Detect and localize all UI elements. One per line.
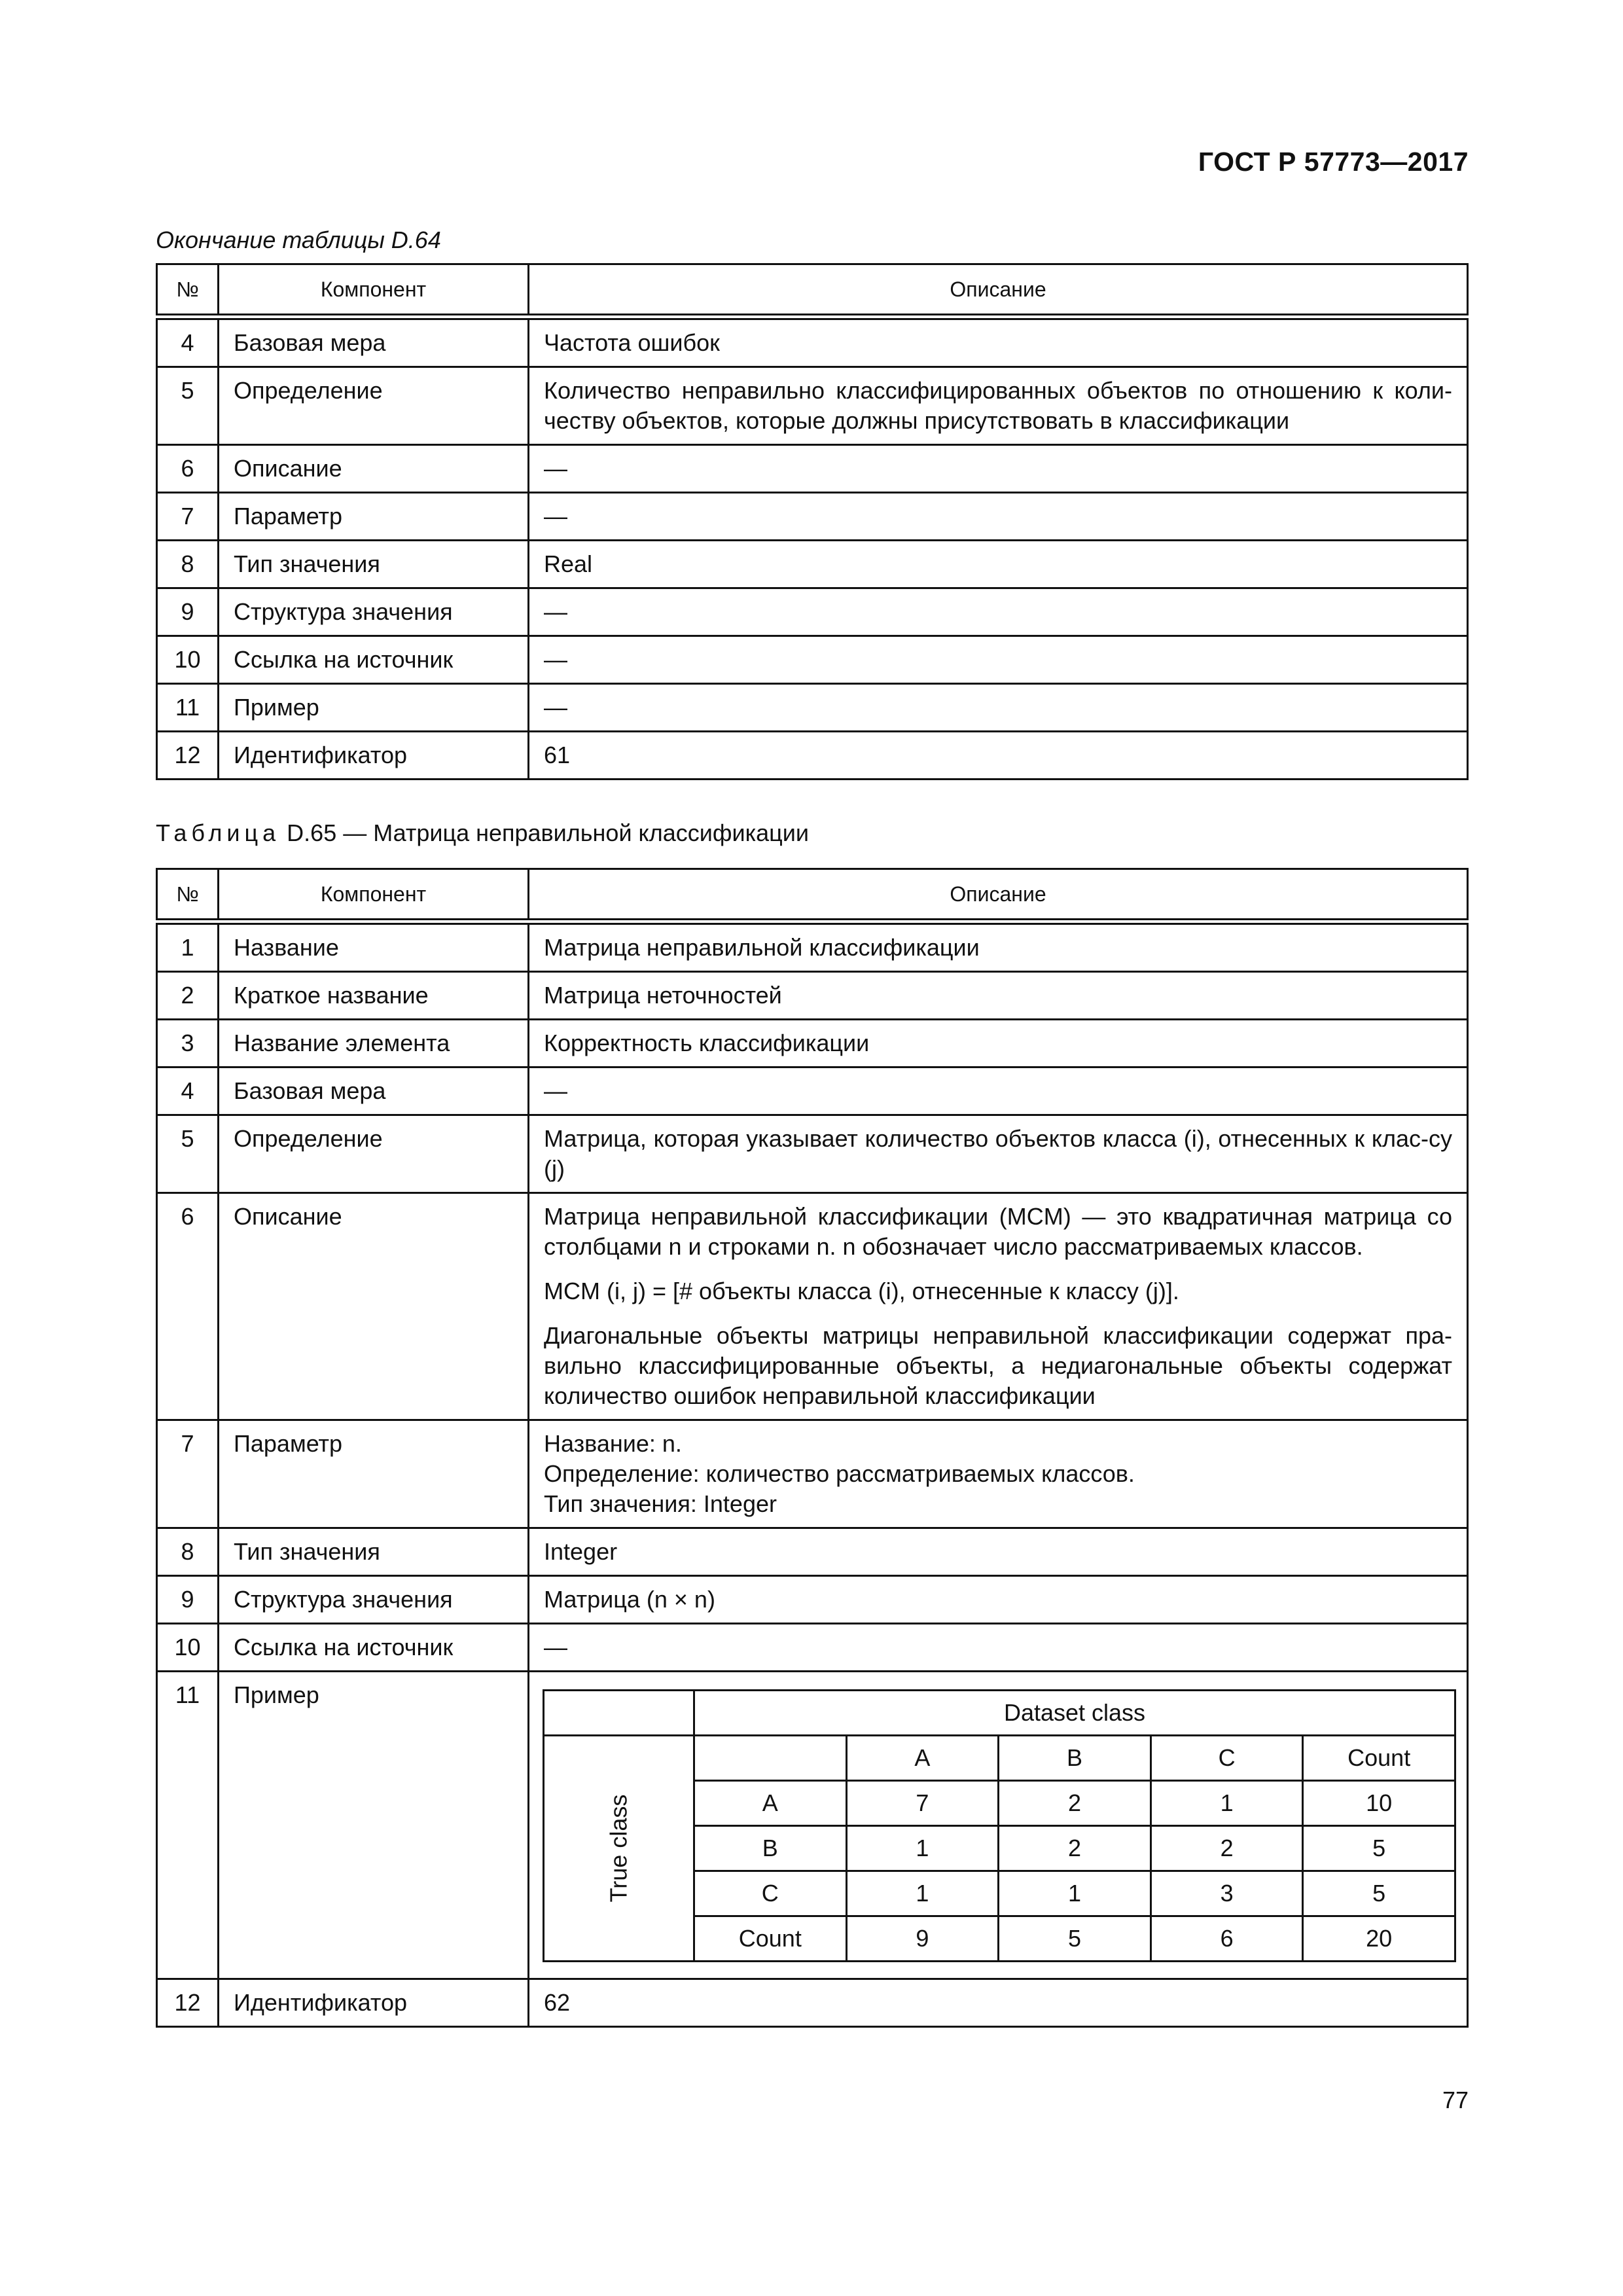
- table-row: [157, 1528, 1468, 1576]
- table-row: [157, 1067, 1468, 1115]
- true-class-label: True class: [605, 1794, 632, 1903]
- matrix-row-label: Count: [694, 1916, 847, 1962]
- parameter-name: Название: n.: [544, 1430, 682, 1457]
- matrix-cell: 9: [846, 1916, 999, 1962]
- row-description: Real: [529, 541, 1468, 588]
- matrix-cell: 3: [1150, 1871, 1303, 1916]
- matrix-cell: 5: [1303, 1871, 1455, 1916]
- row-num: 6: [157, 1193, 219, 1420]
- row-description: —: [529, 1624, 1468, 1672]
- row-component: Краткое название: [219, 972, 529, 1020]
- row-component: Ссылка на источник: [219, 1624, 529, 1672]
- row-description: —: [529, 445, 1468, 493]
- matrix-column-group-label: Dataset class: [694, 1691, 1455, 1736]
- row-description: 61: [529, 732, 1468, 780]
- row-num: 10: [157, 636, 219, 684]
- column-header-num: №: [157, 869, 219, 922]
- row-num: 9: [157, 1576, 219, 1624]
- row-num: 7: [157, 1420, 219, 1528]
- table-row: [157, 1672, 1468, 1979]
- matrix-cell: 7: [846, 1781, 999, 1826]
- matrix-header-blank: [694, 1736, 847, 1781]
- matrix-cell: 2: [999, 1781, 1151, 1826]
- row-component: Базовая мера: [219, 1067, 529, 1115]
- matrix-cell: 1: [846, 1826, 999, 1871]
- row-description: —: [529, 588, 1468, 636]
- page-number: 77: [1442, 2087, 1469, 2113]
- matrix-column-header: C: [1150, 1736, 1303, 1781]
- row-description: Integer: [529, 1528, 1468, 1576]
- caption-text: D.65 — Матрица неправильной классификации: [287, 819, 809, 846]
- row-num: 2: [157, 972, 219, 1020]
- parameter-type: Тип значения: Integer: [544, 1490, 777, 1517]
- matrix-cell: 2: [999, 1826, 1151, 1871]
- column-header-description: Описание: [529, 869, 1468, 922]
- table-row: [157, 317, 1468, 367]
- matrix-cell: 6: [1150, 1916, 1303, 1962]
- table-header-row: [157, 264, 1468, 317]
- table-d64: [156, 263, 1469, 780]
- row-num: 9: [157, 588, 219, 636]
- row-component: Пример: [219, 684, 529, 732]
- row-component: Идентификатор: [219, 1979, 529, 2027]
- table-row: [157, 445, 1468, 493]
- table-row: [157, 367, 1468, 445]
- table-d65: [156, 868, 1469, 2028]
- row-description: [529, 1420, 1468, 1528]
- table-row: [157, 1115, 1468, 1193]
- row-num: 3: [157, 1020, 219, 1067]
- row-num: 8: [157, 1528, 219, 1576]
- table-d64-caption: Окончание таблицы D.64: [156, 226, 441, 253]
- table-row: [157, 1020, 1468, 1067]
- row-component: Базовая мера: [219, 317, 529, 367]
- matrix-cell: 5: [1303, 1826, 1455, 1871]
- row-description: —: [529, 493, 1468, 541]
- row-num: 6: [157, 445, 219, 493]
- matrix-row-label: B: [694, 1826, 847, 1871]
- table-row: [157, 588, 1468, 636]
- matrix-corner-cell: [544, 1691, 694, 1736]
- row-description: Матрица неточностей: [529, 972, 1468, 1020]
- row-component: Описание: [219, 1193, 529, 1420]
- row-num: 5: [157, 1115, 219, 1193]
- table-row: [157, 684, 1468, 732]
- row-description: Матрица (n × n): [529, 1576, 1468, 1624]
- row-description: Количество неправильно классифицированных объектов по отношению к коли-честву объектов, которые должны присутствовать в классификации: [529, 367, 1468, 445]
- table-row: [157, 1193, 1468, 1420]
- row-component: Параметр: [219, 1420, 529, 1528]
- row-component: Параметр: [219, 493, 529, 541]
- row-component: Идентификатор: [219, 732, 529, 780]
- row-num: 4: [157, 317, 219, 367]
- row-description: Частота ошибок: [529, 317, 1468, 367]
- row-description: [529, 1672, 1468, 1979]
- table-row: [157, 1576, 1468, 1624]
- matrix-cell: 2: [1150, 1826, 1303, 1871]
- matrix-column-header: B: [999, 1736, 1151, 1781]
- description-formula: MCM (i, j) = [# объекты класса (i), отнесенные к классу (j)].: [544, 1278, 1179, 1304]
- parameter-definition: Определение: количество рассматриваемых классов.: [544, 1460, 1135, 1487]
- table-row: [157, 972, 1468, 1020]
- row-component: Тип значения: [219, 1528, 529, 1576]
- matrix-cell: 1: [999, 1871, 1151, 1916]
- row-component: Пример: [219, 1672, 529, 1979]
- matrix-row-label: A: [694, 1781, 847, 1826]
- matrix-cell: 10: [1303, 1781, 1455, 1826]
- table-d65-caption: [156, 819, 809, 847]
- row-description: [529, 1193, 1468, 1420]
- table-row: [157, 1979, 1468, 2027]
- row-component: Название: [219, 922, 529, 972]
- matrix-cell: 20: [1303, 1916, 1455, 1962]
- column-header-num: №: [157, 264, 219, 317]
- example-matrix: [543, 1689, 1456, 1962]
- matrix-column-header-row: [544, 1736, 1455, 1781]
- table-row: [157, 1420, 1468, 1528]
- row-num: 10: [157, 1624, 219, 1672]
- row-num: 8: [157, 541, 219, 588]
- column-header-description: Описание: [529, 264, 1468, 317]
- row-num: 11: [157, 1672, 219, 1979]
- table-row: [157, 732, 1468, 780]
- row-description: 62: [529, 1979, 1468, 2027]
- description-paragraph: Матрица неправильной классификации (MCM) — это квадратичная матрица со столбцами n и строками n. n обозначает число рассматриваемых классов.: [544, 1203, 1452, 1260]
- row-component: Ссылка на источник: [219, 636, 529, 684]
- matrix-column-header: Count: [1303, 1736, 1455, 1781]
- matrix-cell: 1: [1150, 1781, 1303, 1826]
- matrix-cell: 5: [999, 1916, 1151, 1962]
- row-description: Матрица неправильной классификации: [529, 922, 1468, 972]
- description-paragraph: Диагональные объекты матрицы неправильной классификации содержат пра-вильно классифицированные объекты, а недиагональные объекты содержат количество ошибок неправильной классификации: [544, 1322, 1452, 1409]
- row-component: Определение: [219, 367, 529, 445]
- table-row: [157, 922, 1468, 972]
- table-row: [157, 1624, 1468, 1672]
- row-component: Определение: [219, 1115, 529, 1193]
- column-header-component: Компонент: [219, 869, 529, 922]
- row-description: —: [529, 684, 1468, 732]
- row-component: Структура значения: [219, 1576, 529, 1624]
- table-row: [157, 636, 1468, 684]
- table-header-row: [157, 869, 1468, 922]
- row-component: Название элемента: [219, 1020, 529, 1067]
- column-header-component: Компонент: [219, 264, 529, 317]
- row-component: Описание: [219, 445, 529, 493]
- row-num: 11: [157, 684, 219, 732]
- caption-label: Таблица: [156, 819, 281, 846]
- row-num: 7: [157, 493, 219, 541]
- table-row: [157, 493, 1468, 541]
- row-num: 12: [157, 1979, 219, 2027]
- row-num: 12: [157, 732, 219, 780]
- row-description: Матрица, которая указывает количество объектов класса (i), отнесенных к клас-су (j): [529, 1115, 1468, 1193]
- row-description: Корректность классификации: [529, 1020, 1468, 1067]
- matrix-group-header-row: [544, 1691, 1455, 1736]
- matrix-column-header: A: [846, 1736, 999, 1781]
- row-component: Тип значения: [219, 541, 529, 588]
- table-row: [157, 541, 1468, 588]
- row-component: Структура значения: [219, 588, 529, 636]
- matrix-cell: 1: [846, 1871, 999, 1916]
- matrix-row-label: C: [694, 1871, 847, 1916]
- row-num: 4: [157, 1067, 219, 1115]
- standard-header: ГОСТ Р 57773—2017: [1198, 147, 1469, 177]
- row-description: —: [529, 636, 1468, 684]
- matrix-row-group-label: [544, 1736, 694, 1962]
- row-num: 1: [157, 922, 219, 972]
- row-description: —: [529, 1067, 1468, 1115]
- row-num: 5: [157, 367, 219, 445]
